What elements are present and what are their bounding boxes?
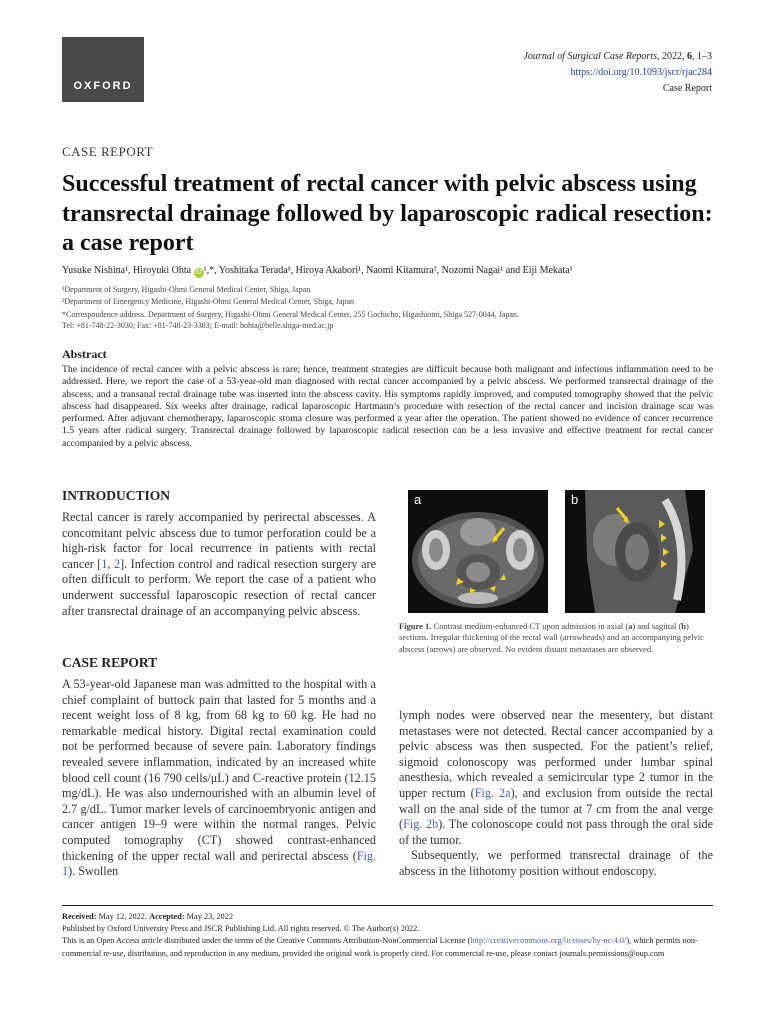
col2-text-2: ), and exclusion from outside the rectal wall on the anal side of the tumor at 7 cm from the anal verge ( bbox=[399, 785, 713, 832]
author-list bbox=[62, 265, 722, 278]
license-text-2: ), which permits non-commercial re-use, distribution, and reproduction in any medium, provided the original work is properly cited. For commercial re-use, please contact journals.permissions@oup.com bbox=[62, 936, 698, 958]
publisher-line: Published by Oxford University Press and JSCR Publishing Ltd. All rights reserved. © The Author(s) 2022. bbox=[62, 924, 420, 934]
license-text bbox=[62, 935, 713, 959]
caption-label: Figure 1. bbox=[399, 621, 432, 631]
journal-name: Journal of Surgical Case Reports bbox=[523, 51, 657, 62]
case-report-paragraph bbox=[62, 677, 376, 880]
orcid-icon[interactable]: iD bbox=[195, 269, 202, 276]
introduction-paragraph bbox=[62, 510, 376, 619]
correspondence-contact: Tel: +81-748-22-3030; Fax: +81-748-23-3383; E-mail: hohta@belle.shiga-med.ac.jp bbox=[62, 321, 334, 330]
doi-link[interactable]: https://doi.org/10.1093/jscr/rjac284 bbox=[570, 67, 712, 78]
col2-text-1: lymph nodes were observed near the mesentery, but distant metastases were not detected. Rectal cancer accompanied by a pelvic abscess was then suspected. For the patient’s relief, sigmoid colonoscopy was performed under lumbar spinal anesthesia, which revealed a semicircular type 2 tumor in the upper rectum ( bbox=[399, 708, 713, 800]
oxford-logo bbox=[62, 37, 144, 102]
received-date: May 12, 2022. bbox=[96, 912, 150, 921]
col2-text-3: ). The colonoscope could not pass through the oral side of the tumor. bbox=[399, 817, 713, 847]
ct-sagittal-image bbox=[565, 490, 705, 613]
col2-paragraph-2: Subsequently, we performed transrectal drainage of the abscess in the lithotomy position without endoscopy. bbox=[399, 848, 713, 878]
footer-notes bbox=[62, 911, 713, 960]
ref-link-2[interactable]: 2 bbox=[113, 556, 121, 571]
caption-a: a bbox=[628, 621, 633, 631]
case-report-heading: CASE REPORT bbox=[62, 655, 158, 670]
fig2b-link[interactable]: Fig. 2b bbox=[403, 817, 439, 832]
figure-1b-ct-sagittal bbox=[565, 490, 705, 613]
logo-text: OXFORD bbox=[73, 80, 133, 92]
affiliation-1: ¹Department of Surgery, Higashi-Ohmi General Medical Center, Shiga, Japan bbox=[62, 285, 311, 294]
received-label: Received: bbox=[62, 912, 97, 921]
journal-pages: , 1–3 bbox=[692, 51, 712, 62]
figure-label-a: a bbox=[414, 492, 422, 507]
accepted-label: Accepted: bbox=[149, 912, 185, 921]
journal-volume: 6 bbox=[687, 51, 692, 62]
intro-text-3: ]. Infection control and radical resection surgery are often difficult to perform. We report the case of a patient who underwent successful laparoscopic resection of rectal cancer after transrectal drainage of an accompanying pelvic abscess. bbox=[62, 556, 377, 618]
case-report-continued bbox=[399, 708, 713, 880]
authors-part1: Yusuke Nishina¹, Hiroyuki Ohta bbox=[62, 265, 194, 276]
ref-link-1[interactable]: 1 bbox=[101, 556, 108, 571]
caption-b: b bbox=[681, 621, 687, 631]
intro-text-2: , bbox=[107, 556, 114, 571]
fig2a-link[interactable]: Fig. 2a bbox=[474, 785, 511, 800]
figure-1a-ct-axial bbox=[408, 490, 548, 613]
correspondence-address: *Correspondence address. Department of Surgery, Higashi-Ohmi General Medical Center, 255 Gochicho, Higashiomi, Shiga 527-0044, Japan. bbox=[62, 310, 519, 319]
affiliation-2: ²Department of Emergency Medicine, Higashi-Ohmi General Medical Center, Shiga, Japan bbox=[62, 297, 355, 306]
fig1-link[interactable]: Fig. 1 bbox=[62, 848, 376, 879]
case-text-1: A 53-year-old Japanese man was admitted to the hospital with a chief complaint of buttock pain that lasted for 5 months and a recent weight loss of 8 kg, from 68 kg to 60 kg. He had no remarkable medical history. Digital rectal examination could not be performed because of severe pain. Laboratory findings revealed severe inflammation, indicated by an increased white blood cell count (16 790 cells/μL) and C-reactive protein (12.15 mg/dL). He was also undernourished with an albumin level of 2.7 g/dL. Tumor marker levels of carcinoembryonic antigen and cancer antigen 19–9 were within the normal ranges. Pelvic computed tomography (CT) showed contrast-enhanced thickening of the upper rectal wall and perirectal abscess ( bbox=[62, 677, 376, 863]
abstract-heading: Abstract bbox=[62, 347, 107, 361]
caption-text-3: ) sections. Irregular thickening of the rectal wall (arrowheads) and an accompanying pelvic abscess (arrows) are observed. No evident distant metastases are observed. bbox=[399, 621, 704, 654]
footer-rule bbox=[62, 905, 713, 906]
figure-label-b: b bbox=[571, 492, 579, 507]
introduction-heading: INTRODUCTION bbox=[62, 488, 171, 503]
received-accepted-line bbox=[62, 911, 713, 923]
license-link[interactable]: http://creativecommons.org/licenses/by-nc/4.0/ bbox=[470, 936, 627, 946]
caption-text-2: ) and sagittal ( bbox=[632, 621, 682, 631]
figure-1-caption bbox=[399, 621, 713, 655]
ct-axial-image bbox=[408, 490, 548, 613]
accepted-date: May 23, 2022 bbox=[184, 912, 233, 921]
article-type: Case Report bbox=[662, 83, 712, 94]
section-label: CASE REPORT bbox=[62, 144, 154, 159]
article-title: Successful treatment of rectal cancer with pelvic abscess using transrectal drainage followed by laparoscopic radical resection: a case report bbox=[62, 171, 713, 256]
caption-text-1: Contrast medium-enhanced CT upon admission in axial ( bbox=[431, 621, 629, 631]
authors-part2: ¹,*, Yoshitaka Terada¹, Hiroya Akabori¹, Naomi Kitamura², Nozomi Nagai¹ and Eiji Mekata¹ bbox=[203, 265, 573, 276]
journal-year: , 2022, bbox=[657, 51, 687, 62]
intro-text-1: Rectal cancer is rarely accompanied by perirectal abscesses. A concomitant pelvic abscess due to tumor perforation could be a high-risk factor for local recurrence in patients with rectal cancer [ bbox=[62, 510, 376, 571]
case-text-2: ). Swollen bbox=[68, 864, 119, 879]
journal-reference bbox=[523, 49, 712, 97]
abstract-text: The incidence of rectal cancer with a pelvic abscess is rare; hence, treatment strategies are difficult because both malignant and infectious inflammation need to be addressed. Here, we report the case of a 53-year-old man diagnosed with rectal cancer accompanied by a pelvic abscess. We performed transrectal drainage of the abscess, and a transanal rectal drainage tube was inserted into the abscess cavity. His symptoms rapidly improved, and computed tomography showed that the pelvic abscess had disappeared. Six weeks after drainage, radical laparoscopic Hartmann’s procedure with resection of the rectal cancer and incision drainage scar was performed. After adjuvant chemotherapy, laparoscopic stoma closure was performed a year after the operation. The patient showed no evidence of cancer recurrence 1.5 years after radical surgery. Transrectal drainage followed by laparoscopic radical resection can be a less invasive and effective treatment for rectal cancer accompanied by a pelvic abscess. bbox=[62, 364, 713, 449]
license-text-1: This is an Open Access article distributed under the terms of the Creative Commons Attribution-NonCommercial License ( bbox=[62, 936, 471, 946]
